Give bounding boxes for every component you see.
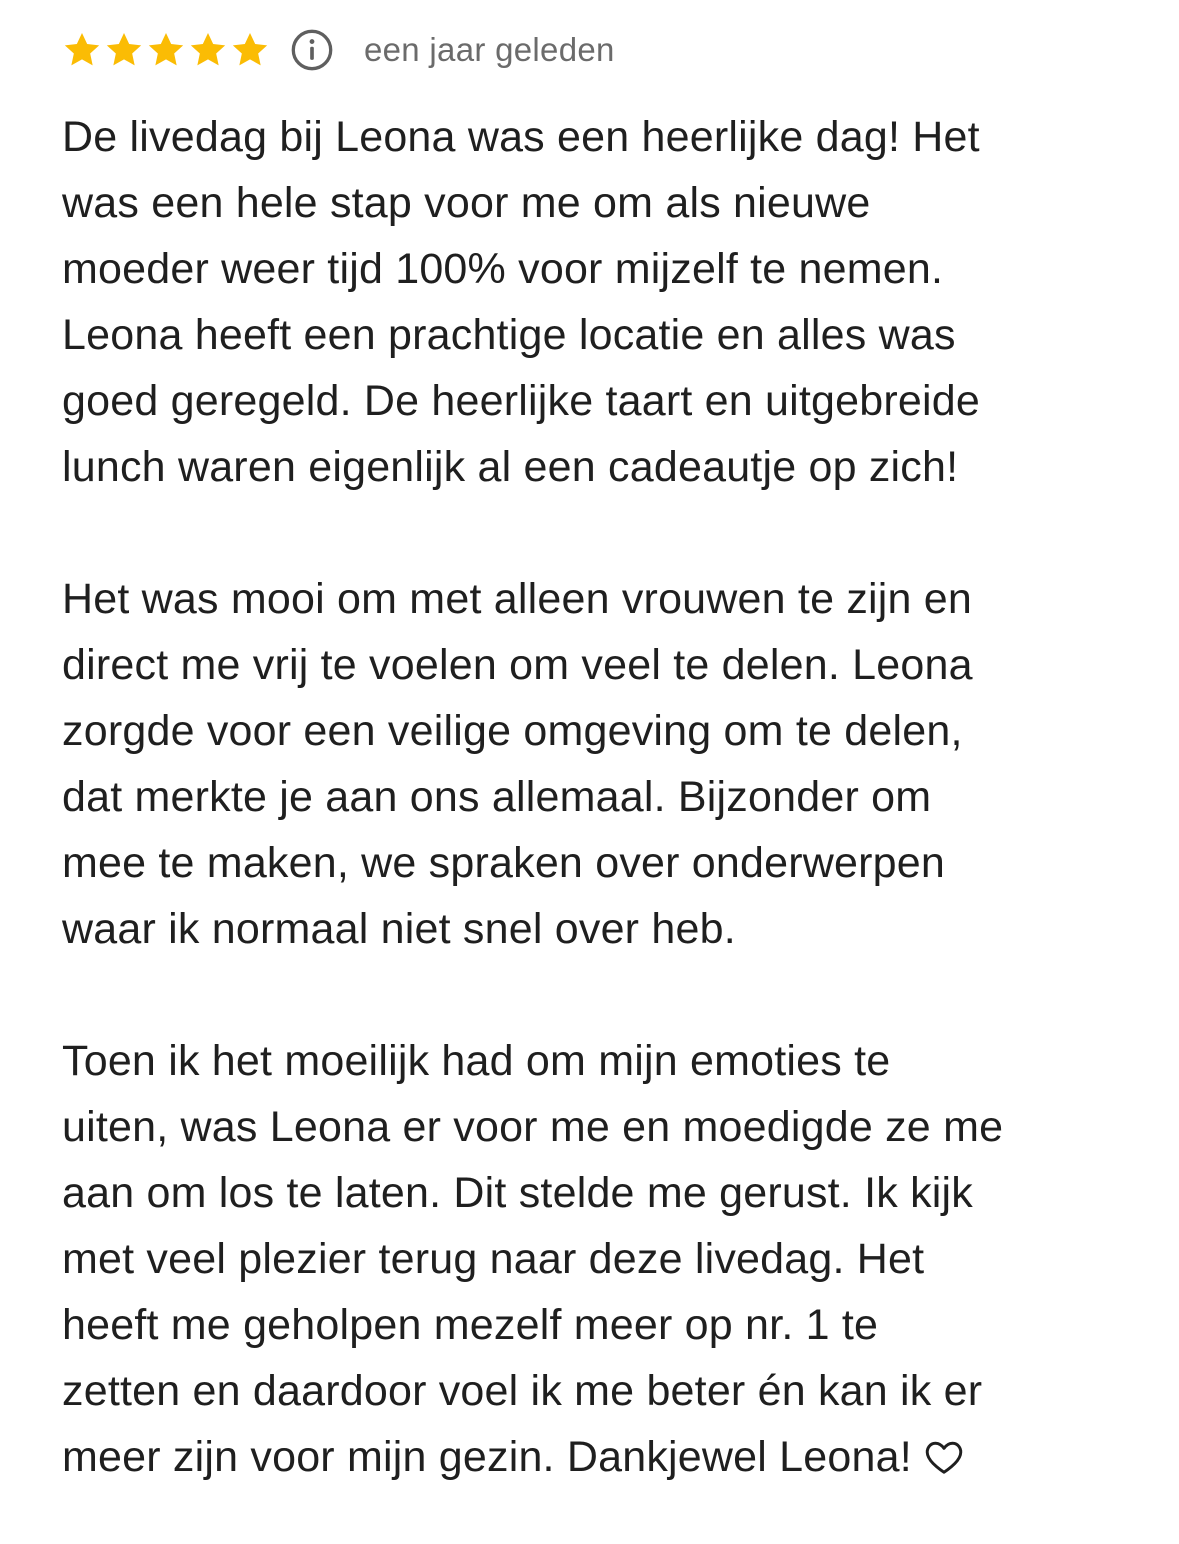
review-text-line: uiten, was Leona er voor me en moedigde ze me bbox=[62, 1103, 1004, 1151]
star-icon bbox=[104, 30, 144, 70]
star-icon bbox=[230, 30, 270, 70]
review-text-line: heeft me geholpen mezelf meer op nr. 1 te bbox=[62, 1301, 879, 1349]
star-icon bbox=[188, 30, 228, 70]
review-text-line: Het was mooi om met alleen vrouwen te zijn en bbox=[62, 575, 973, 623]
star-icon bbox=[62, 30, 102, 70]
review-paragraph-3 bbox=[62, 1028, 1142, 1490]
review-text-line: zorgde voor een veilige omgeving om te delen, bbox=[62, 707, 963, 755]
review-text-line: dat merkte je aan ons allemaal. Bijzonder om bbox=[62, 773, 932, 821]
review-text-line: Leona heeft een prachtige locatie en alles was bbox=[62, 311, 956, 359]
review-card bbox=[62, 24, 1142, 1490]
review-text-line: meer zijn voor mijn gezin. Dankjewel Leona! bbox=[62, 1433, 912, 1481]
review-date: een jaar geleden bbox=[364, 31, 615, 68]
review-text-line: lunch waren eigenlijk al een cadeautje op zich! bbox=[62, 443, 959, 491]
review-paragraph-1 bbox=[62, 104, 1142, 500]
review-text-line: mee te maken, we spraken over onderwerpen bbox=[62, 839, 946, 887]
review-text-line: direct me vrij te voelen om veel te delen. Leona bbox=[62, 641, 973, 689]
review-text-line: goed geregeld. De heerlijke taart en uitgebreide bbox=[62, 377, 980, 425]
review-paragraph-2 bbox=[62, 566, 1142, 962]
review-text-line: was een hele stap voor me om als nieuwe bbox=[62, 179, 871, 227]
review-text-line: Toen ik het moeilijk had om mijn emoties te bbox=[62, 1037, 891, 1085]
review-text-line: De livedag bij Leona was een heerlijke dag! Het bbox=[62, 113, 980, 161]
review-meta-row bbox=[62, 24, 1142, 76]
info-circle-icon[interactable] bbox=[290, 28, 334, 72]
review-text-line: moeder weer tijd 100% voor mijzelf te nemen. bbox=[62, 245, 944, 293]
review-text-line: met veel plezier terug naar deze livedag. Het bbox=[62, 1235, 925, 1283]
review-text-line: aan om los te laten. Dit stelde me gerust. Ik kijk bbox=[62, 1169, 974, 1217]
review-text-line: waar ik normaal niet snel over heb. bbox=[62, 905, 736, 953]
review-text-line: zetten en daardoor voel ik me beter én kan ik er bbox=[62, 1367, 983, 1415]
star-icon bbox=[146, 30, 186, 70]
star-rating bbox=[62, 30, 270, 70]
review-text-line-last bbox=[62, 1424, 1142, 1490]
heart-outline-icon bbox=[924, 1439, 964, 1475]
